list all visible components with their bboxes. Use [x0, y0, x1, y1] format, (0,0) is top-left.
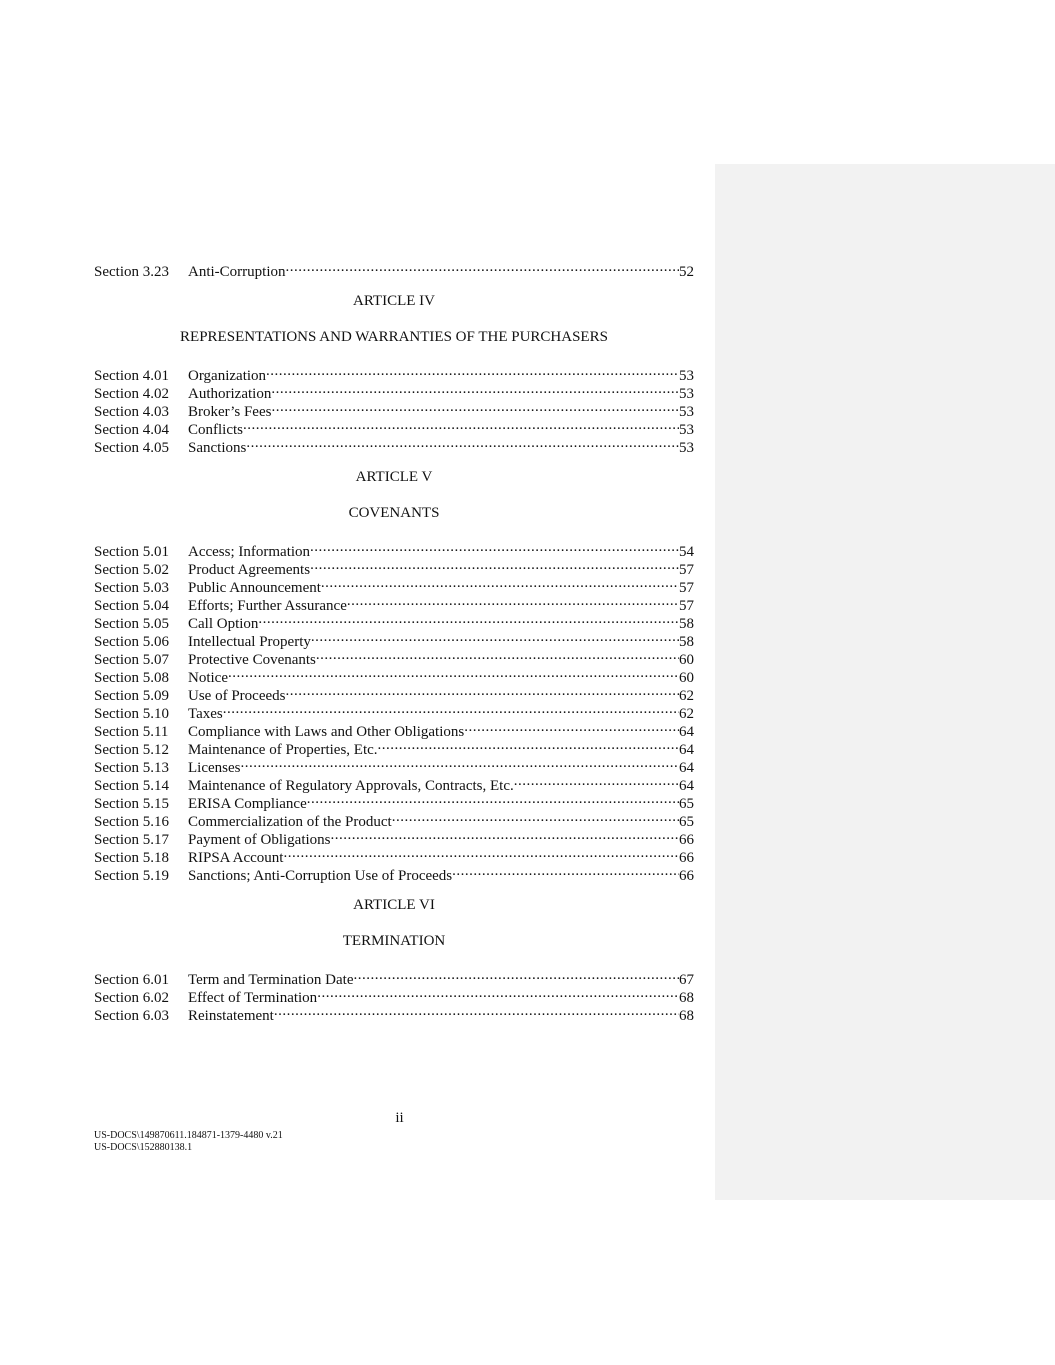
toc-section-number: Section 5.07	[94, 652, 169, 668]
toc-section-title: Reinstatement	[188, 1008, 274, 1024]
toc-section-number: Section 5.17	[94, 832, 169, 848]
toc-section-number: Section 5.18	[94, 850, 169, 866]
toc-section-title: RIPSA Account	[188, 850, 284, 866]
toc-section-title: Organization	[188, 368, 267, 384]
toc-page-number: 64	[679, 760, 694, 776]
toc-section-title: Intellectual Property	[188, 634, 311, 650]
toc-section-number: Section 5.15	[94, 796, 169, 812]
table-of-contents	[94, 258, 694, 1024]
toc-page-number: 64	[679, 742, 694, 758]
toc-section-title: Protective Covenants	[188, 652, 316, 668]
toc-page-number: 57	[679, 580, 694, 596]
toc-dot-leader	[317, 984, 679, 1002]
toc-page-number: 53	[679, 440, 694, 456]
toc-dot-leader	[353, 966, 679, 984]
toc-section-number: Section 5.12	[94, 742, 169, 758]
toc-page-number: 66	[679, 850, 694, 866]
toc-section-number: Section 5.05	[94, 616, 169, 632]
toc-dot-leader	[392, 808, 679, 826]
toc-page-number: 64	[679, 724, 694, 740]
document-ids	[94, 1130, 283, 1154]
toc-section-number: Section 5.02	[94, 562, 169, 578]
toc-section-title: Commercialization of the Product	[188, 814, 392, 830]
toc-entry[interactable]	[94, 538, 694, 560]
toc-section-title: Anti-Corruption	[188, 264, 286, 280]
toc-section-number: Section 4.05	[94, 440, 169, 456]
toc-section-title: Authorization	[188, 386, 272, 402]
toc-page-number: 54	[679, 544, 694, 560]
article-v-entries	[94, 538, 694, 884]
toc-page-number: 52	[679, 264, 694, 280]
toc-page-number: 65	[679, 814, 694, 830]
toc-dot-leader	[246, 434, 679, 452]
toc-section-title: ERISA Compliance	[188, 796, 307, 812]
toc-dot-leader	[310, 538, 679, 556]
toc-dot-leader	[286, 258, 680, 276]
toc-section-title: Licenses	[188, 760, 241, 776]
toc-page-number: 68	[679, 1008, 694, 1024]
toc-page-number: 57	[679, 598, 694, 614]
toc-dot-leader	[266, 362, 679, 380]
toc-dot-leader	[378, 736, 679, 754]
article-vi-entries	[94, 966, 694, 1024]
toc-dot-leader	[283, 844, 679, 862]
toc-page-number: 60	[679, 670, 694, 686]
article-iv-title: REPRESENTATIONS AND WARRANTIES OF THE PURCHASERS	[180, 329, 608, 345]
toc-page-number: 66	[679, 868, 694, 884]
toc-section-number: Section 5.01	[94, 544, 169, 560]
toc-section-title: Compliance with Laws and Other Obligations	[188, 724, 465, 740]
toc-section-number: Section 6.02	[94, 990, 169, 1006]
toc-dot-leader	[316, 646, 679, 664]
toc-dot-leader	[285, 682, 679, 700]
toc-section-title: Taxes	[188, 706, 223, 722]
toc-entry[interactable]	[94, 258, 694, 280]
toc-section-number: Section 5.13	[94, 760, 169, 776]
toc-page-number: 62	[679, 706, 694, 722]
toc-section-title: Sanctions	[188, 440, 247, 456]
doc-id-2: US-DOCS\152880138.1	[94, 1142, 193, 1153]
article-v-heading: ARTICLE V	[355, 469, 433, 485]
toc-entry[interactable]	[94, 362, 694, 384]
toc-section-title: Conflicts	[188, 422, 243, 438]
toc-dot-leader	[228, 664, 679, 682]
toc-entry[interactable]	[94, 966, 694, 988]
toc-dot-leader	[311, 628, 679, 646]
toc-section-number: Section 5.04	[94, 598, 169, 614]
toc-page-number: 60	[679, 652, 694, 668]
comment-pane	[715, 164, 1055, 1200]
toc-section-title: Access; Information	[188, 544, 311, 560]
toc-dot-leader	[271, 398, 679, 416]
toc-section-number: Section 5.03	[94, 580, 169, 596]
article-iv-entries	[94, 362, 694, 456]
toc-page-number: 57	[679, 562, 694, 578]
toc-section-number: Section 5.09	[94, 688, 169, 704]
toc-dot-leader	[271, 380, 679, 398]
toc-page-number: 65	[679, 796, 694, 812]
toc-section-number: Section 6.01	[94, 972, 169, 988]
toc-dot-leader	[240, 754, 679, 772]
toc-section-title: Effect of Termination	[188, 990, 318, 1006]
toc-dot-leader	[514, 772, 679, 790]
toc-section-number: Section 6.03	[94, 1008, 169, 1024]
toc-section-number: Section 5.06	[94, 634, 169, 650]
toc-dot-leader	[321, 574, 679, 592]
toc-lead-entries	[94, 258, 694, 280]
toc-section-number: Section 3.23	[94, 264, 169, 280]
toc-dot-leader	[274, 1002, 679, 1020]
toc-section-number: Section 4.04	[94, 422, 169, 438]
toc-page-number: 58	[679, 634, 694, 650]
toc-section-title: Maintenance of Properties, Etc.	[188, 742, 378, 758]
toc-section-number: Section 5.08	[94, 670, 169, 686]
toc-dot-leader	[223, 700, 679, 718]
toc-section-title: Payment of Obligations	[188, 832, 331, 848]
page-number: ii	[395, 1110, 404, 1126]
toc-page-number: 64	[679, 778, 694, 794]
toc-page-number: 53	[679, 386, 694, 402]
article-iv-heading: ARTICLE IV	[352, 293, 435, 309]
toc-section-title: Maintenance of Regulatory Approvals, Contracts, Etc.	[188, 778, 514, 794]
toc-section-number: Section 5.10	[94, 706, 169, 722]
article-vi-title: TERMINATION	[342, 933, 446, 949]
toc-section-title: Notice	[188, 670, 228, 686]
toc-dot-leader	[307, 790, 679, 808]
toc-dot-leader	[452, 862, 679, 880]
toc-dot-leader	[258, 610, 679, 628]
toc-section-number: Section 5.11	[94, 724, 169, 740]
toc-page-number: 68	[679, 990, 694, 1006]
toc-section-title: Term and Termination Date	[188, 972, 354, 988]
toc-page-number: 53	[679, 368, 694, 384]
toc-dot-leader	[331, 826, 680, 844]
toc-section-title: Efforts; Further Assurance	[188, 598, 347, 614]
toc-section-number: Section 4.02	[94, 386, 169, 402]
article-vi-heading: ARTICLE VI	[353, 897, 435, 913]
toc-section-number: Section 5.19	[94, 868, 169, 884]
toc-section-title: Use of Proceeds	[188, 688, 286, 704]
toc-page-number: 67	[679, 972, 694, 988]
doc-id-1: US-DOCS\149870611.184871-1379-4480 v.21	[94, 1130, 283, 1141]
toc-section-title: Sanctions; Anti-Corruption Use of Proceeds	[188, 868, 453, 884]
article-v-title: COVENANTS	[348, 505, 440, 521]
toc-page-number: 62	[679, 688, 694, 704]
toc-page-number: 58	[679, 616, 694, 632]
toc-section-number: Section 4.03	[94, 404, 169, 420]
toc-page-number: 66	[679, 832, 694, 848]
toc-section-title: Broker’s Fees	[188, 404, 272, 420]
toc-page-number: 53	[679, 404, 694, 420]
toc-dot-leader	[347, 592, 679, 610]
toc-dot-leader	[243, 416, 679, 434]
toc-dot-leader	[310, 556, 679, 574]
toc-section-number: Section 5.14	[94, 778, 169, 794]
toc-section-title: Call Option	[188, 616, 259, 632]
toc-section-number: Section 4.01	[94, 368, 169, 384]
toc-section-number: Section 5.16	[94, 814, 169, 830]
toc-dot-leader	[464, 718, 679, 736]
toc-page-number: 53	[679, 422, 694, 438]
toc-section-title: Product Agreements	[188, 562, 311, 578]
toc-section-title: Public Announcement	[188, 580, 321, 596]
